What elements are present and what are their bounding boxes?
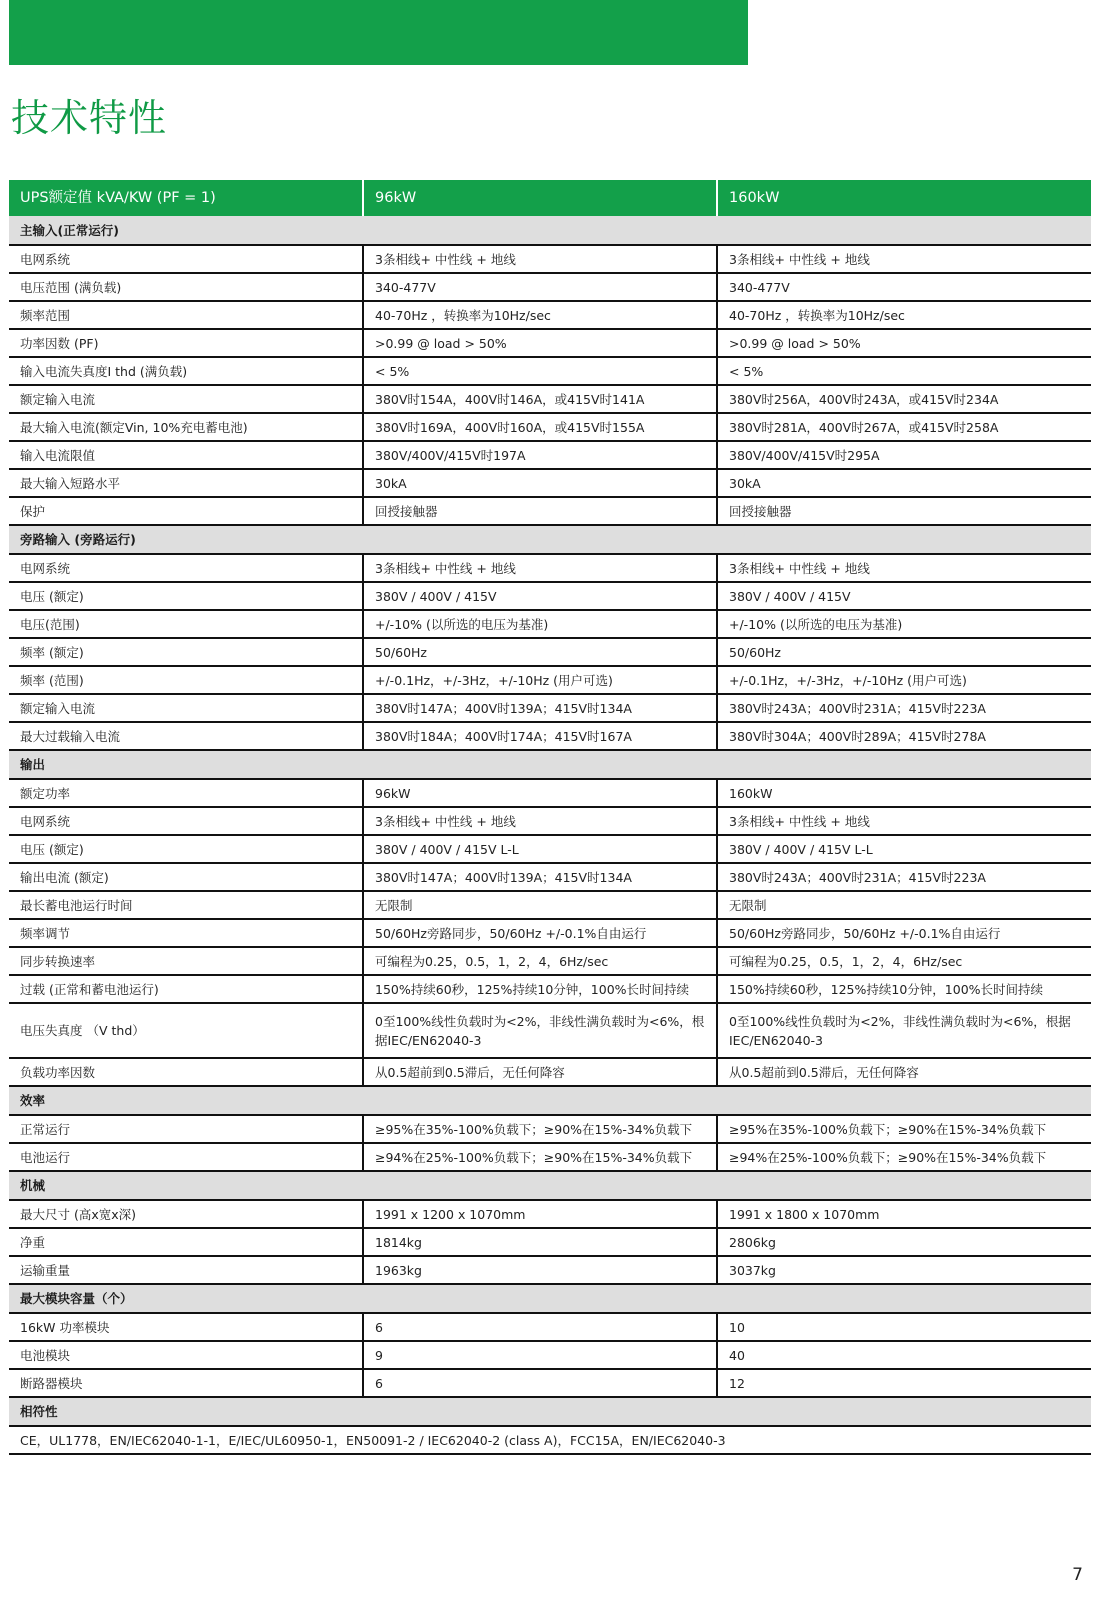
spec-value-160kw: 380V时256A，400V时243A，或415V时234A <box>717 385 1091 413</box>
table-row <box>9 554 1091 582</box>
spec-value-96kw: 1814kg <box>363 1228 717 1256</box>
spec-label: 最大尺寸 (高x宽x深) <box>9 1200 363 1228</box>
spec-value-96kw: 1991 x 1200 x 1070mm <box>363 1200 717 1228</box>
spec-value-96kw: 50/60Hz <box>363 638 717 666</box>
spec-value-160kw: 40-70Hz ，转换率为10Hz/sec <box>717 301 1091 329</box>
spec-label: 频率 (范围) <box>9 666 363 694</box>
spec-value-160kw: 50/60Hz旁路同步，50/60Hz +/-0.1%自由运行 <box>717 919 1091 947</box>
table-row <box>9 1200 1091 1228</box>
section-title: 旁路输入 (旁路运行) <box>9 525 1091 554</box>
spec-label: 功率因数 (PF) <box>9 329 363 357</box>
table-row <box>9 441 1091 469</box>
table-row <box>9 413 1091 441</box>
table-row <box>9 1256 1091 1284</box>
table-row <box>9 835 1091 863</box>
spec-label: 最大过载输入电流 <box>9 722 363 750</box>
spec-label: 断路器模块 <box>9 1369 363 1397</box>
section-title: 机械 <box>9 1171 1091 1200</box>
spec-label: 电池运行 <box>9 1143 363 1171</box>
section-title: 最大模块容量（个） <box>9 1284 1091 1313</box>
table-row <box>9 947 1091 975</box>
section-header-row <box>9 525 1091 554</box>
spec-value-96kw: < 5% <box>363 357 717 385</box>
spec-value-160kw: 40 <box>717 1341 1091 1369</box>
table-row <box>9 1143 1091 1171</box>
spec-value-160kw: 3037kg <box>717 1256 1091 1284</box>
table-row <box>9 891 1091 919</box>
spec-value-96kw: 96kW <box>363 779 717 807</box>
table-row <box>9 722 1091 750</box>
spec-value-96kw: 380V / 400V / 415V <box>363 582 717 610</box>
spec-label: 正常运行 <box>9 1115 363 1143</box>
spec-label: 保护 <box>9 497 363 525</box>
table-row <box>9 1228 1091 1256</box>
section-header-row <box>9 216 1091 245</box>
spec-value-96kw: +/-10% (以所选的电压为基准) <box>363 610 717 638</box>
header-rating: UPS额定值 kVA/KW (PF = 1) <box>9 180 363 216</box>
spec-value-160kw: >0.99 @ load > 50% <box>717 329 1091 357</box>
spec-value-160kw: 340-477V <box>717 273 1091 301</box>
spec-value-160kw: < 5% <box>717 357 1091 385</box>
table-row <box>9 863 1091 891</box>
spec-value-160kw: ≥95%在35%-100%负载下；≥90%在15%-34%负载下 <box>717 1115 1091 1143</box>
spec-value-160kw: 30kA <box>717 469 1091 497</box>
spec-value-160kw: 380V时304A；400V时289A；415V时278A <box>717 722 1091 750</box>
spec-value-160kw: 3条相线+ 中性线 + 地线 <box>717 245 1091 273</box>
spec-value-160kw: 150%持续60秒，125%持续10分钟，100%长时间持续 <box>717 975 1091 1003</box>
section-title: 效率 <box>9 1086 1091 1115</box>
spec-value-96kw: 340-477V <box>363 273 717 301</box>
spec-value-160kw: 无限制 <box>717 891 1091 919</box>
compliance-row <box>9 1426 1091 1454</box>
table-row <box>9 497 1091 525</box>
table-row <box>9 638 1091 666</box>
spec-value-160kw: 380V时243A；400V时231A；415V时223A <box>717 863 1091 891</box>
spec-value-160kw: 380V / 400V / 415V <box>717 582 1091 610</box>
spec-value-96kw: 380V时169A，400V时160A，或415V时155A <box>363 413 717 441</box>
spec-value-96kw: +/-0.1Hz，+/-3Hz，+/-10Hz (用户可选) <box>363 666 717 694</box>
spec-value-96kw: 3条相线+ 中性线 + 地线 <box>363 554 717 582</box>
table-row <box>9 919 1091 947</box>
spec-label: 运输重量 <box>9 1256 363 1284</box>
table-row <box>9 582 1091 610</box>
section-header-row <box>9 750 1091 779</box>
table-row <box>9 694 1091 722</box>
spec-label: 频率调节 <box>9 919 363 947</box>
header-160kw: 160kW <box>717 180 1091 216</box>
table-row <box>9 666 1091 694</box>
spec-label: 最长蓄电池运行时间 <box>9 891 363 919</box>
spec-value-160kw: ≥94%在25%-100%负载下；≥90%在15%-34%负载下 <box>717 1143 1091 1171</box>
spec-value-160kw: 1991 x 1800 x 1070mm <box>717 1200 1091 1228</box>
table-row <box>9 1058 1091 1086</box>
spec-value-160kw: 2806kg <box>717 1228 1091 1256</box>
spec-value-96kw: 1963kg <box>363 1256 717 1284</box>
spec-value-96kw: 可编程为0.25，0.5，1，2，4，6Hz/sec <box>363 947 717 975</box>
table-header-row <box>9 180 1091 216</box>
table-row <box>9 329 1091 357</box>
spec-label: 电池模块 <box>9 1341 363 1369</box>
spec-value-160kw: 回授接触器 <box>717 497 1091 525</box>
spec-label: 额定输入电流 <box>9 385 363 413</box>
spec-value-160kw: 380V时281A，400V时267A，或415V时258A <box>717 413 1091 441</box>
spec-value-96kw: 回授接触器 <box>363 497 717 525</box>
spec-value-160kw: 50/60Hz <box>717 638 1091 666</box>
spec-label: 电网系统 <box>9 245 363 273</box>
spec-label: 输入电流限值 <box>9 441 363 469</box>
section-title: 输出 <box>9 750 1091 779</box>
spec-value-96kw: ≥94%在25%-100%负载下；≥90%在15%-34%负载下 <box>363 1143 717 1171</box>
spec-value-160kw: 10 <box>717 1313 1091 1341</box>
spec-label: 输出电流 (额定) <box>9 863 363 891</box>
spec-value-160kw: 380V / 400V / 415V L-L <box>717 835 1091 863</box>
spec-label: 电压失真度 （V thd） <box>9 1003 363 1058</box>
spec-value-96kw: 3条相线+ 中性线 + 地线 <box>363 807 717 835</box>
spec-value-96kw: 380V时147A；400V时139A；415V时134A <box>363 863 717 891</box>
spec-value-96kw: 从0.5超前到0.5滞后，无任何降容 <box>363 1058 717 1086</box>
table-row <box>9 1313 1091 1341</box>
spec-value-96kw: 40-70Hz ，转换率为10Hz/sec <box>363 301 717 329</box>
spec-table <box>9 180 1091 1455</box>
section-header-row <box>9 1171 1091 1200</box>
table-row <box>9 385 1091 413</box>
spec-value-96kw: ≥95%在35%-100%负载下；≥90%在15%-34%负载下 <box>363 1115 717 1143</box>
table-row <box>9 1369 1091 1397</box>
spec-label: 输入电流失真度I thd (满负载) <box>9 357 363 385</box>
table-row <box>9 975 1091 1003</box>
table-row <box>9 1003 1091 1058</box>
spec-value-160kw: 0至100%线性负载时为<2%，非线性满负载时为<6%，根据IEC/EN62040-3 <box>717 1003 1091 1058</box>
spec-label: 电压 (额定) <box>9 582 363 610</box>
table-row <box>9 807 1091 835</box>
table-row <box>9 469 1091 497</box>
spec-label: 额定输入电流 <box>9 694 363 722</box>
spec-label: 电压(范围) <box>9 610 363 638</box>
spec-value-96kw: 380V时154A，400V时146A，或415V时141A <box>363 385 717 413</box>
spec-label: 电网系统 <box>9 554 363 582</box>
spec-value-160kw: 380V/400V/415V时295A <box>717 441 1091 469</box>
spec-value-96kw: >0.99 @ load > 50% <box>363 329 717 357</box>
section-title: 相符性 <box>9 1397 1091 1426</box>
spec-label: 净重 <box>9 1228 363 1256</box>
spec-value-96kw: 30kA <box>363 469 717 497</box>
spec-label: 频率 (额定) <box>9 638 363 666</box>
spec-label: 同步转换速率 <box>9 947 363 975</box>
table-row <box>9 1341 1091 1369</box>
spec-table-body <box>9 216 1091 1454</box>
spec-value-96kw: 380V时147A；400V时139A；415V时134A <box>363 694 717 722</box>
table-row <box>9 245 1091 273</box>
spec-value-96kw: 3条相线+ 中性线 + 地线 <box>363 245 717 273</box>
spec-label: 负载功率因数 <box>9 1058 363 1086</box>
spec-value-160kw: 12 <box>717 1369 1091 1397</box>
table-row <box>9 301 1091 329</box>
spec-value-160kw: +/-10% (以所选的电压为基准) <box>717 610 1091 638</box>
spec-label: 电压范围 (满负载) <box>9 273 363 301</box>
spec-value-96kw: 380V / 400V / 415V L-L <box>363 835 717 863</box>
spec-label: 电网系统 <box>9 807 363 835</box>
spec-label: 最大输入短路水平 <box>9 469 363 497</box>
spec-label: 电压 (额定) <box>9 835 363 863</box>
table-row <box>9 273 1091 301</box>
table-row <box>9 1115 1091 1143</box>
header-96kw: 96kW <box>363 180 717 216</box>
page-title: 技术特性 <box>11 96 168 140</box>
spec-value-96kw: 6 <box>363 1369 717 1397</box>
spec-label: 频率范围 <box>9 301 363 329</box>
spec-value-160kw: 160kW <box>717 779 1091 807</box>
spec-value-96kw: 无限制 <box>363 891 717 919</box>
page-number: 7 <box>1072 1565 1083 1585</box>
spec-value-96kw: 6 <box>363 1313 717 1341</box>
spec-value-160kw: 3条相线+ 中性线 + 地线 <box>717 807 1091 835</box>
section-title: 主输入(正常运行) <box>9 216 1091 245</box>
section-header-row <box>9 1284 1091 1313</box>
table-row <box>9 610 1091 638</box>
spec-value-160kw: 从0.5超前到0.5滞后，无任何降容 <box>717 1058 1091 1086</box>
top-green-bar <box>9 0 748 65</box>
spec-value-160kw: 3条相线+ 中性线 + 地线 <box>717 554 1091 582</box>
table-row <box>9 357 1091 385</box>
spec-value-160kw: +/-0.1Hz，+/-3Hz，+/-10Hz (用户可选) <box>717 666 1091 694</box>
spec-value-96kw: 0至100%线性负载时为<2%，非线性满负载时为<6%，根据IEC/EN62040-3 <box>363 1003 717 1058</box>
spec-value-96kw: 50/60Hz旁路同步，50/60Hz +/-0.1%自由运行 <box>363 919 717 947</box>
spec-value-96kw: 380V/400V/415V时197A <box>363 441 717 469</box>
spec-label: 过载 (正常和蓄电池运行) <box>9 975 363 1003</box>
section-header-row <box>9 1086 1091 1115</box>
spec-value-160kw: 可编程为0.25，0.5，1，2，4，6Hz/sec <box>717 947 1091 975</box>
table-row <box>9 779 1091 807</box>
spec-value-96kw: 380V时184A；400V时174A；415V时167A <box>363 722 717 750</box>
spec-label: 最大输入电流(额定Vin, 10%充电蓄电池) <box>9 413 363 441</box>
spec-value-96kw: 150%持续60秒，125%持续10分钟，100%长时间持续 <box>363 975 717 1003</box>
section-header-row <box>9 1397 1091 1426</box>
spec-label: 16kW 功率模块 <box>9 1313 363 1341</box>
spec-value-160kw: 380V时243A；400V时231A；415V时223A <box>717 694 1091 722</box>
spec-label: 额定功率 <box>9 779 363 807</box>
spec-value-96kw: 9 <box>363 1341 717 1369</box>
compliance-text: CE，UL1778，EN/IEC62040-1-1，E/IEC/UL60950-1，EN50091-2 / IEC62040-2 (class A)，FCC15A，EN/IEC62040-3 <box>9 1426 1091 1454</box>
